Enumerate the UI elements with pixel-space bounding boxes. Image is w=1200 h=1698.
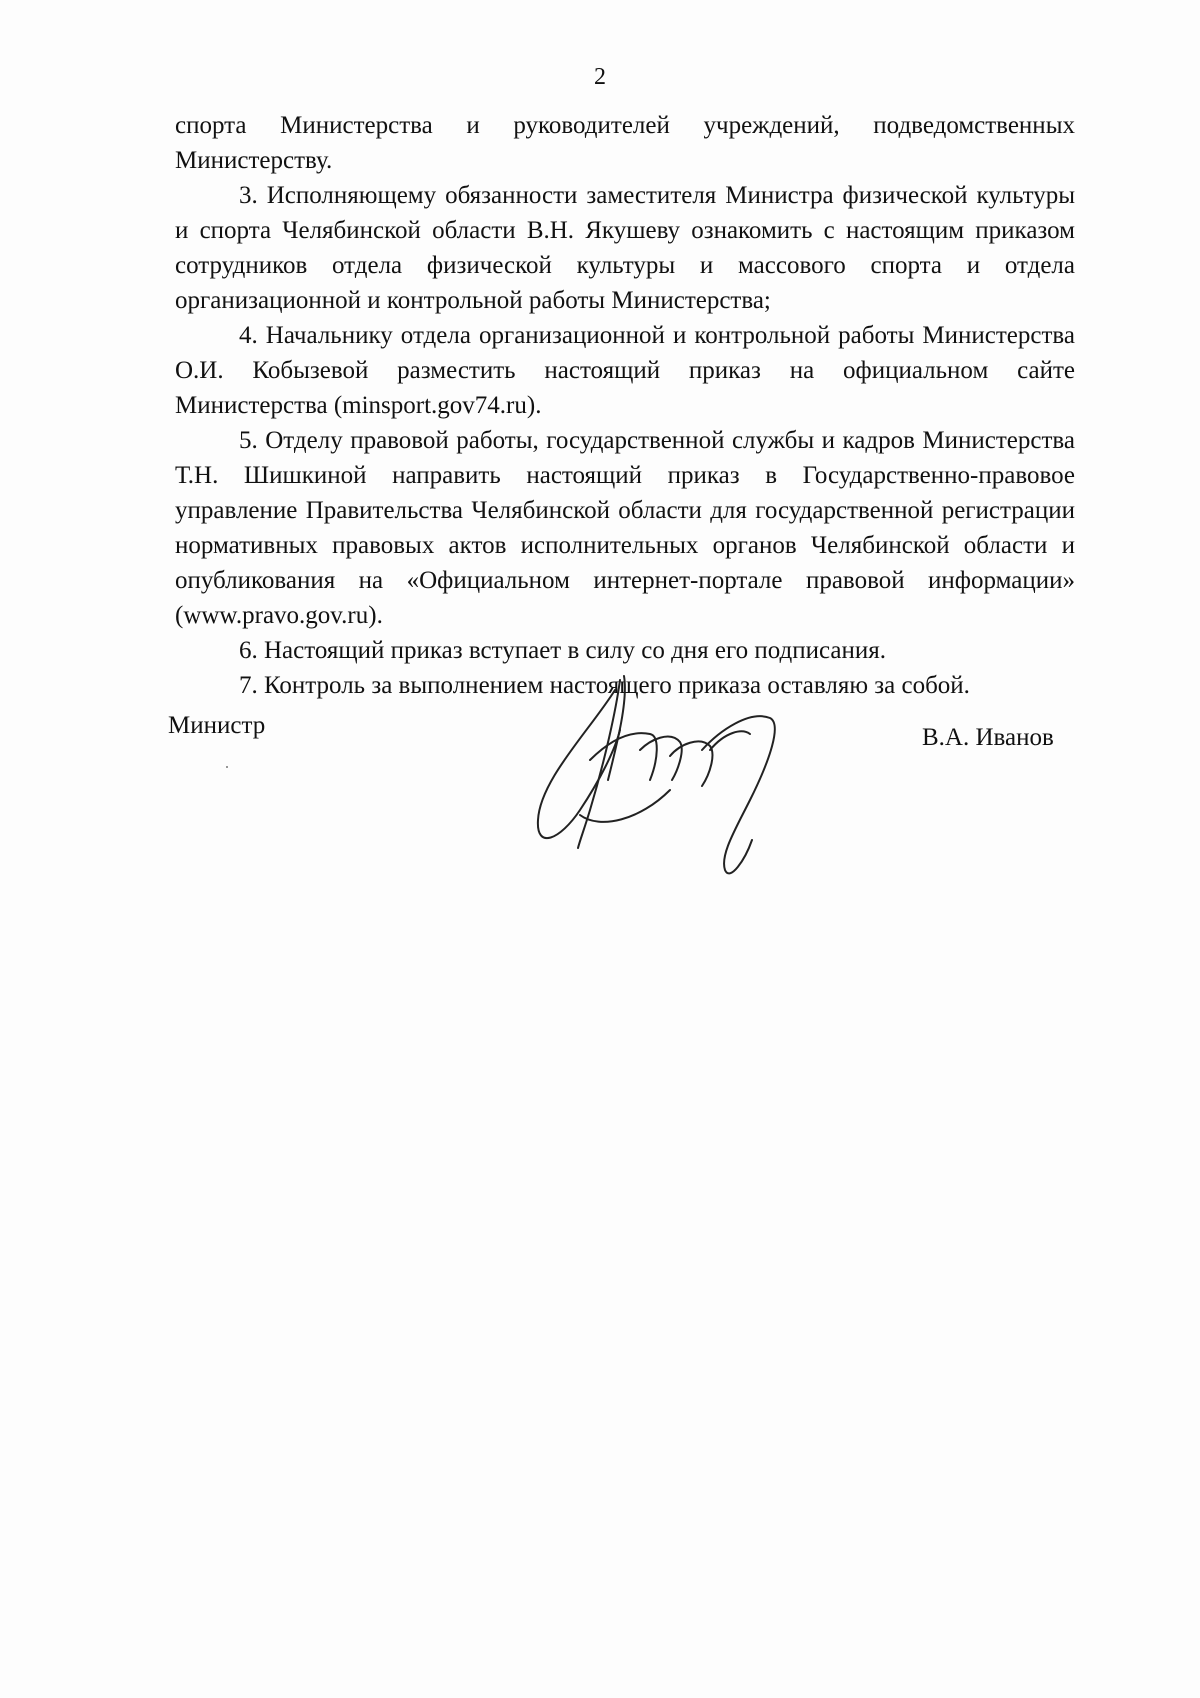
paragraph-item-4: 4. Начальнику отдела организационной и контрольной работы Министерства О.И. Кобызевой разместить настоящий приказ на официальном сайте Министерства (minsport.gov74.ru). [175, 322, 1075, 419]
handwritten-signature [520, 670, 820, 890]
page-number: 2 [594, 64, 606, 90]
paragraph-item-7: 7. Контроль за выполнением настоящего приказа оставляю за собой. [239, 672, 970, 699]
scan-speck [226, 766, 228, 768]
paragraph-item-3: 3. Исполняющему обязанности заместителя Министра физической культуры и спорта Челябинской области В.Н. Якушеву ознакомить с настоящим приказом сотрудников отдела физической культуры и массового спорта и отдела организационной и контрольной работы Министерства; [175, 182, 1075, 314]
paragraph-continuation: спорта Министерства и руководителей учреждений, подведомственных Министерству. [175, 112, 1075, 174]
signatory-name: В.А. Иванов [922, 724, 1054, 751]
paragraph-item-5: 5. Отделу правовой работы, государственной службы и кадров Министерства Т.Н. Шишкиной направить настоящий приказ в Государственно-правовое управление Правительства Челябинской области для государственной регистрации нормативных правовых актов исполнительных органов Челябинской области и опубликования на «Официальном интернет-портале правовой информации» (www.pravo.gov.ru). [175, 427, 1075, 629]
signatory-title: Министр [168, 712, 266, 739]
document-body [175, 108, 1075, 703]
paragraph-item-6: 6. Настоящий приказ вступает в силу со дня его подписания. [239, 637, 887, 664]
